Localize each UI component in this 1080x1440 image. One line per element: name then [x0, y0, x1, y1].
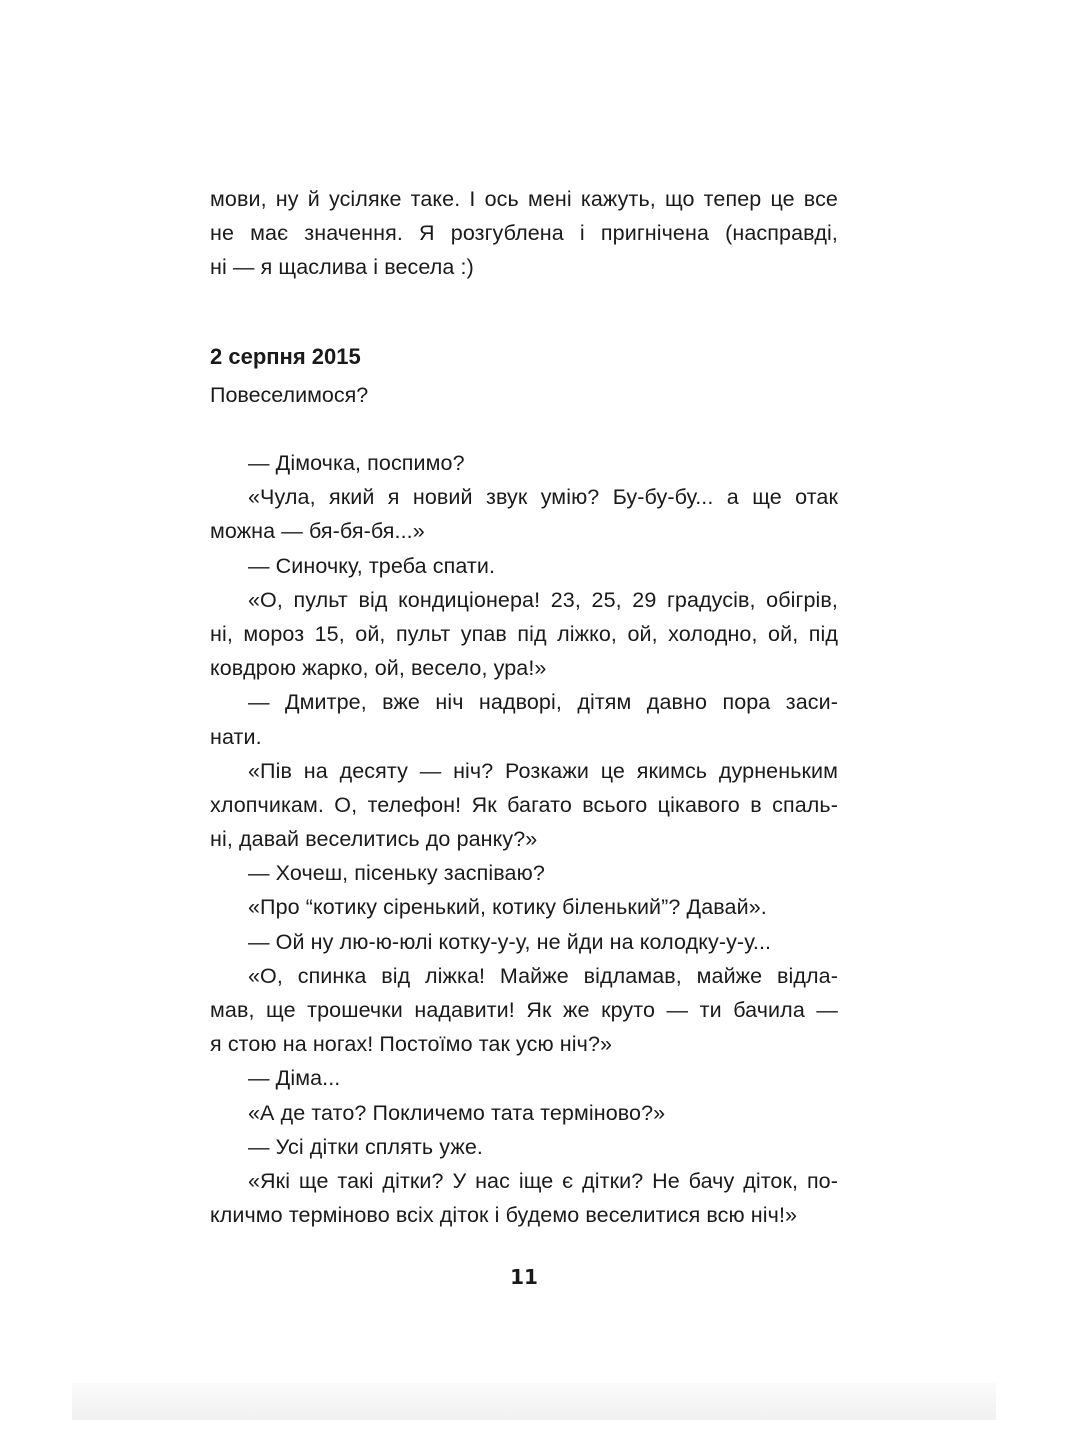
text-line: «Чула, який я новий звук умію? Бу-бу-бу... а ще отак	[248, 485, 838, 510]
text-line: я стою на ногах! Постоїмо так усю ніч?»	[210, 1032, 613, 1057]
text-line: мови, ну й усіляке таке. І ось мені кажуть, що тепер це все	[210, 187, 838, 211]
text-line: ні, мороз 15, ой, пульт упав під ліжко, ой, холодно, ой, під	[210, 621, 838, 646]
text-line: не має значення. Я розгублена і пригнічена (насправді,	[210, 221, 838, 246]
text-line: — Синочку, треба спати.	[248, 553, 496, 578]
text-line: кличмо терміново всіх діток і будемо веселитися всю ніч!»	[210, 1203, 798, 1228]
entry-date-heading: 2 серпня 2015	[210, 344, 361, 369]
text-line: «О, пульт від кондиціонера! 23, 25, 29 градусів, обігрів,	[248, 587, 838, 612]
text-line: ні, давай веселитись до ранку?»	[210, 827, 538, 852]
text-line: «Які ще такі дітки? У нас іще є дітки? Не бачу діток, по-	[248, 1168, 838, 1193]
text-line: — Хочеш, пісеньку заспіваю?	[248, 861, 545, 886]
text-line: «Пів на десяту — ніч? Розкажи це якимсь дурненьким	[248, 758, 838, 783]
dialogue-block	[210, 446, 838, 1232]
text-line: можна — бя-бя-бя...»	[210, 519, 425, 544]
text-line: нати.	[210, 724, 262, 749]
text-line: — Діма...	[248, 1066, 341, 1091]
text-line: — Дмитре, вже ніч надворі, дітям давно пора заси-	[248, 690, 838, 715]
text-line: «О, спинка від ліжка! Майже відламав, майже відла-	[248, 963, 838, 988]
text-line: — Ой ну лю-ю-юлі котку-у-у, не йди на колодку-у-у...	[248, 929, 772, 954]
text-line: «А де тато? Покличемо тата терміново?»	[248, 1100, 666, 1125]
text-line: ковдрою жарко, ой, весело, ура!»	[210, 656, 547, 681]
page-edge-shadow	[72, 1383, 996, 1420]
intro-paragraph	[210, 182, 838, 285]
entry-subtitle: Повеселимося?	[210, 383, 369, 407]
text-line: мав, ще трошечки надавити! Як же круто — ти бачила —	[210, 998, 838, 1022]
text-line: — Дімочка, поспимо?	[248, 451, 465, 475]
text-line: — Усі дітки сплять уже.	[248, 1134, 483, 1159]
text-line: ні — я щаслива і весела :)	[210, 255, 474, 280]
text-line: хлопчикам. О, телефон! Як багато всього цікавого в спаль-	[210, 792, 838, 817]
page-number: 11	[510, 1265, 538, 1289]
text-line: «Про “котику сіренький, котику біленький”? Давай».	[248, 895, 767, 920]
